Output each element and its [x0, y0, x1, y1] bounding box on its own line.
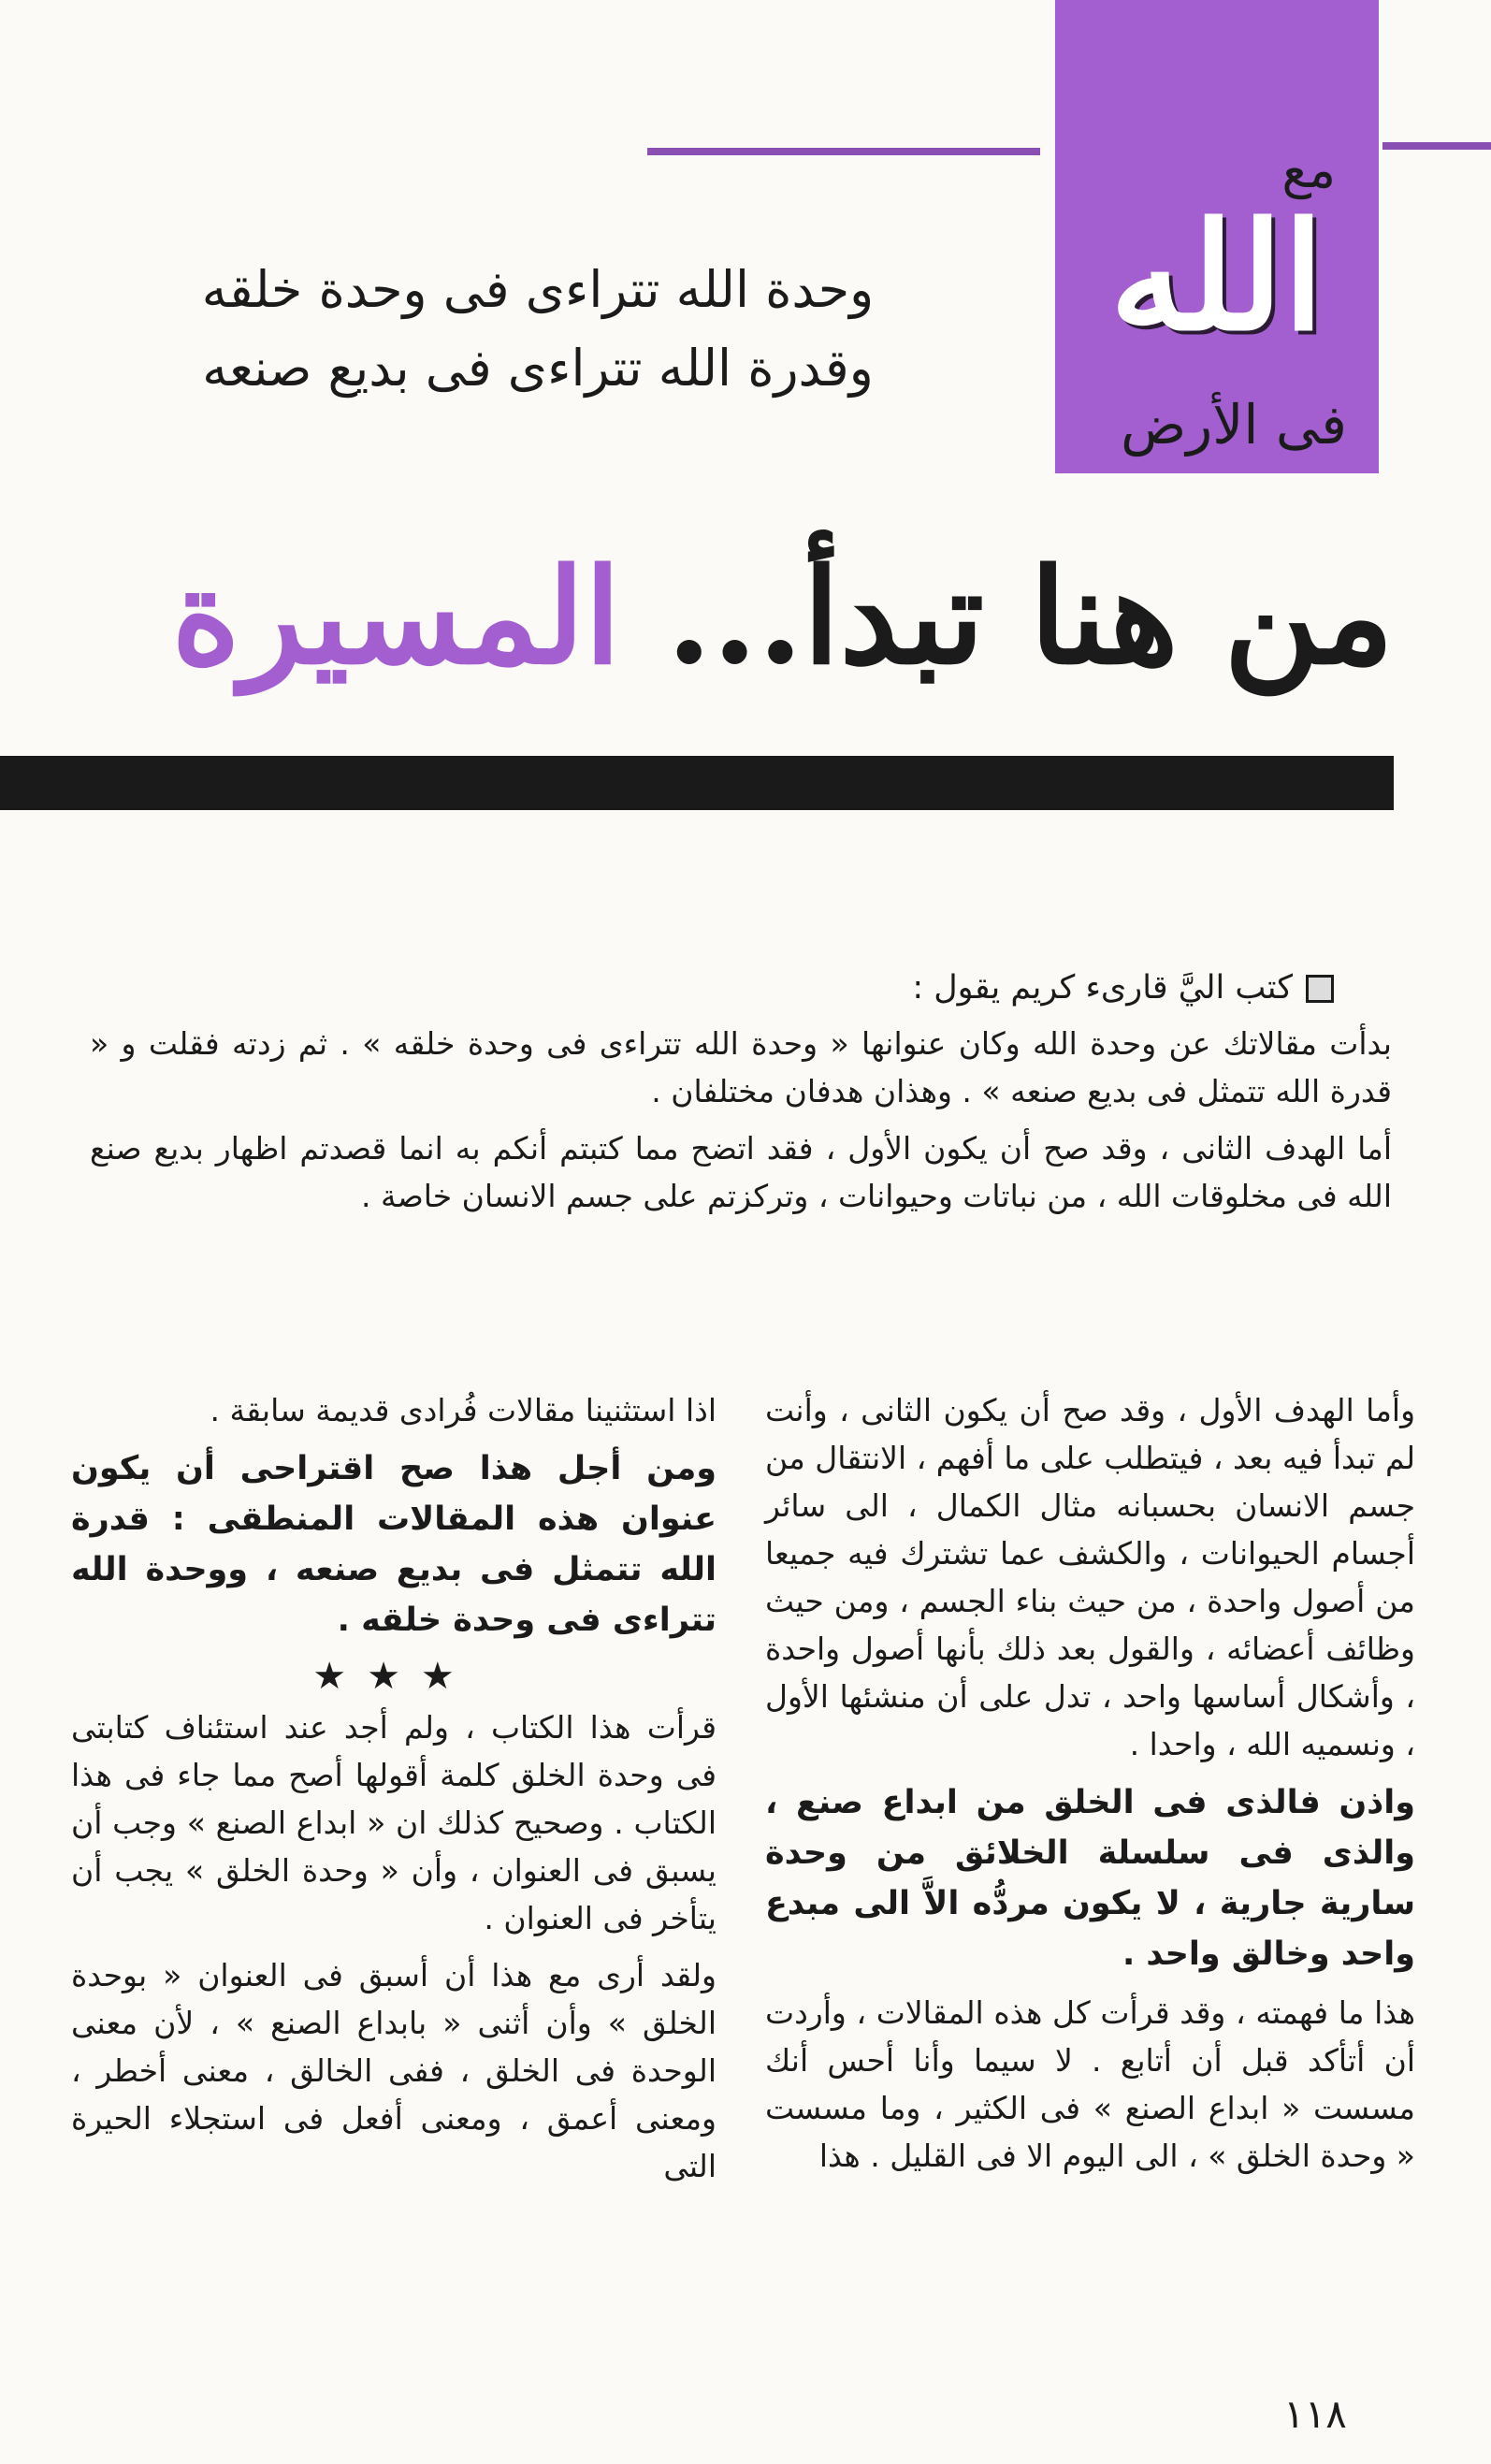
series-subtitle — [56, 251, 1020, 408]
section-separator-stars: ★★★ — [312, 1655, 475, 1698]
top-text-block — [90, 1020, 1392, 1220]
headline-divider-bar — [0, 756, 1394, 810]
paragraph-marker-icon — [1306, 975, 1334, 1003]
emblem-title: الله — [1109, 191, 1325, 364]
top-paragraph-1: بدأت مقالاتك عن وحدة الله وكان عنوانها « وحدة الله تتراءى فى وحدة خلقه » . ثم زدته فقلت و « قدرة الله تتمثل فى بديع صنعه » . وهذان هدفان مختلفان . — [90, 1025, 1392, 1109]
left-paragraph-3: قرأت هذا الكتاب ، ولم أجد عند استئناف كتابتى فى وحدة الخلق كلمة أقولها أصح مما جاء فى هذا الكتاب . وصحيح كذلك ان « ابداع الصنع » وجب أن يسبق فى العنوان ، وأن « وحدة الخلق » يجب أن يتأخر فى العنوان . — [71, 1709, 717, 1936]
subtitle-line-2: وقدرة الله تتراءى فى بديع صنعه — [202, 339, 874, 398]
left-paragraph-1: اذا استثنينا مقالات فُرادى قديمة سابقة . — [210, 1392, 717, 1428]
page-number: ١١٨ — [1283, 2391, 1347, 2437]
top-paragraph-2: أما الهدف الثانى ، وقد صح أن يكون الأول ، فقد اتضح مما كتبتم أنكم به انما قصدتم اظهار بديع صنع الله فى مخلوقات الله ، من نباتات وحيوانات ، وتركزتم على جسم الانسان خاصة . — [90, 1130, 1392, 1214]
right-paragraph-2-bold: واذن فالذى فى الخلق من ابداع صنع ، والذى فى سلسلة الخلائق من وحدة سارية جارية ، لا يكون مردُّه الاَّ الى مبدع واحد وخالق واحد . — [765, 1784, 1415, 1973]
right-paragraph-3: هذا ما فهمته ، وقد قرأت كل هذه المقالات ، وأردت أن أتأكد قبل أن أتابع . لا سيما وأنا أحس أنك مسست « ابداع الصنع » فى الكثير ، وما مسست « وحدة الخلق » ، الى اليوم الا فى القليل . هذا — [765, 1994, 1415, 2174]
emblem-top-text: مع — [1281, 140, 1336, 199]
emblem-bottom-text: فى الأرض — [1121, 393, 1347, 457]
left-column — [71, 1386, 717, 2190]
section-emblem — [1055, 0, 1379, 473]
right-column — [765, 1386, 1415, 2180]
right-paragraph-1: وأما الهدف الأول ، وقد صح أن يكون الثانى ، وأنت لم تبدأ فيه بعد ، فيتطلب على ما أفهم ، الانتقال من جسم الانسان بحسبانه مثال الكمال ، الى سائر أجسام الحيوانات ، والكشف عما تشترك فيه جميعا من أصول واحدة ، من حيث بناء الجسم ، ومن حيث وظائف أعضائه ، والقول بعد ذلك بأنها أصول واحدة ، وأشكال أساسها واحد ، تدل على أن منشئها الأول ، ونسميه الله ، واحدا . — [765, 1392, 1415, 1762]
top-rule-left — [647, 148, 1040, 155]
article-headline — [19, 524, 1394, 739]
top-rule-right — [1382, 142, 1491, 150]
headline-accent: المسيرة — [171, 541, 621, 694]
left-paragraph-2-bold: ومن أجل هذا صح اقتراحى أن يكون عنوان هذه المقالات المنطقى : قدرة الله تتمثل فى بديع صنعه ، ووحدة الله تتراءى فى وحدة خلقه . — [71, 1450, 717, 1639]
left-paragraph-4: ولقد أرى مع هذا أن أسبق فى العنوان « بوحدة الخلق » وأن أثنى « بابداع الصنع » ، لأن معنى الوحدة فى الخلق ، ففى الخالق ، معنى أخطر ، ومعنى أعمق ، ومعنى أفعل فى استجلاء الحيرة التى — [71, 1957, 717, 2184]
intro-line — [90, 964, 1334, 1012]
headline-main: من هنا تبدأ... — [620, 541, 1394, 694]
subtitle-line-1: وحدة الله تتراءى فى وحدة خلقه — [201, 260, 875, 319]
intro-text: كتب اليَّ قارىء كريم يقول : — [912, 969, 1293, 1007]
